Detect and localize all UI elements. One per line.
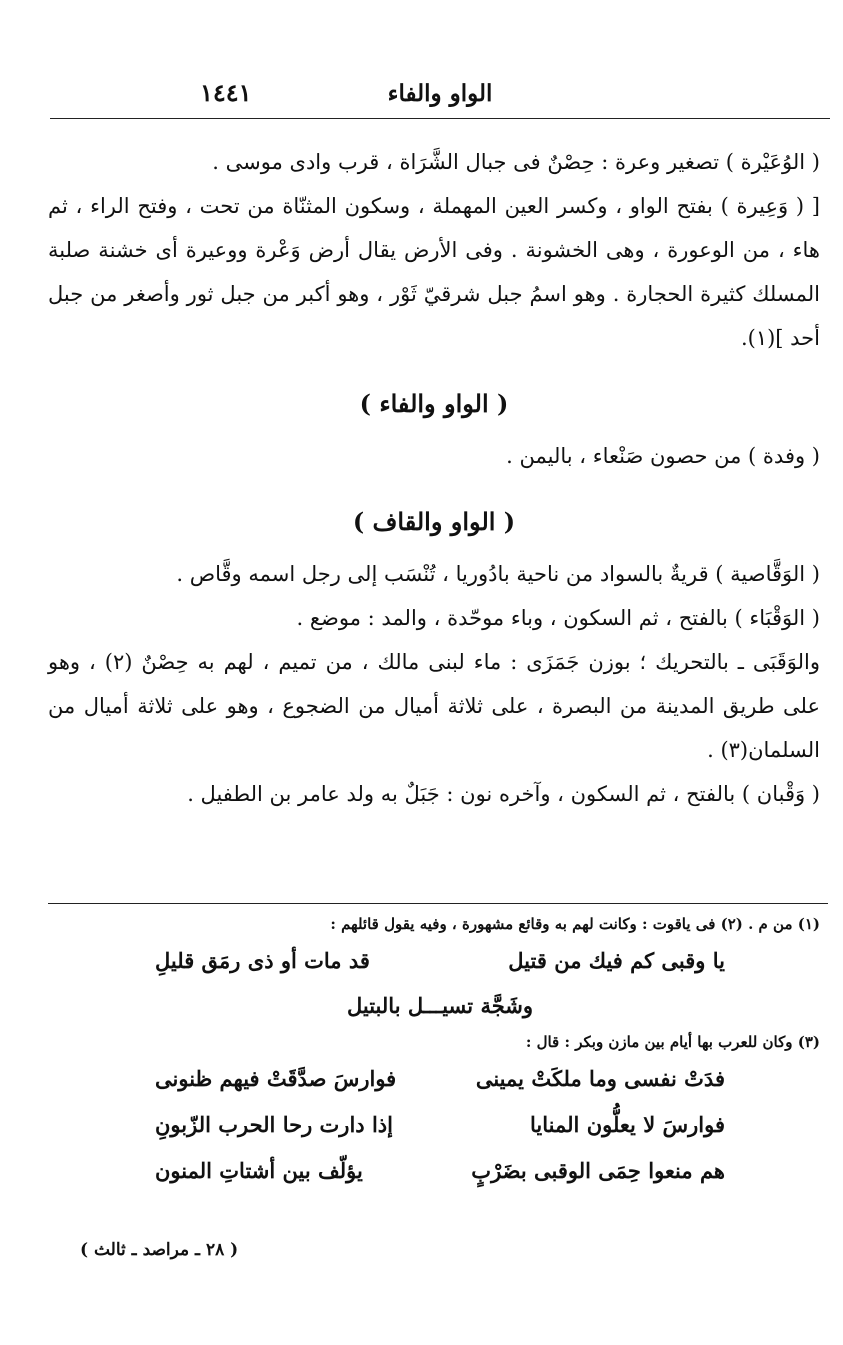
footnotes <box>60 910 820 1194</box>
verse-line <box>155 1102 725 1148</box>
footnote-3: (٣) وكان للعرب بها أيام بين مازن وبكر : قال : <box>525 1033 820 1051</box>
verse-hemistich: هم منعوا حِمَى الوقبى بضَرْبٍ <box>471 1158 725 1183</box>
page-number: ١٤٤١ <box>200 78 252 107</box>
verse-line <box>155 938 725 984</box>
verse-hemistich: فدَتْ نفسى وما ملكَتْ يمينى <box>475 1066 725 1091</box>
entry-wafda: ( وفدة ) من حصون صَنْعاء ، باليمن . <box>506 444 820 468</box>
entry-waqaba: والوَقَبَى ـ بالتحريك ؛ بوزن جَمَزَى : ماء لبنى مالك ، من تميم ، لهم به حِصْنٌ (٢) ، وهو على طريق المدينة من البصرة ، على ثلاثة أميال من الضجوع ، وهو على ثلاثة أميال من السلمان(٣) . <box>48 650 820 762</box>
entry-waqba: ( الوَقْبَاء ) بالفتح ، ثم السكون ، وباء موحّدة ، والمد : موضع . <box>296 606 820 630</box>
page-header <box>50 68 830 119</box>
footnote-1-2: (١) من م . (٢) فى ياقوت : وكانت لهم به وقائع مشهورة ، وفيه يقول قائلهم : <box>330 915 820 933</box>
entry-waqban: ( وَقْبان ) بالفتح ، ثم السكون ، وآخره نون : جَبَلٌ به ولد عامر بن الطفيل . <box>187 782 820 806</box>
verse-hemistich: إذا دارت رحا الحرب الزّبونِ <box>155 1112 393 1137</box>
running-title: الواو والفاء <box>387 80 493 107</box>
verse-hemistich: قد مات أو ذى رمَق قليلِ <box>155 948 370 973</box>
section-title-waw-qaf: ( الواو والقاف ) <box>352 507 516 536</box>
verse-hemistich: يا وقبى كم فيك من قتيل <box>508 948 725 973</box>
entry-waqqasiya: ( الوَقَّاصية ) قريةٌ بالسواد من ناحية بادُوريا ، تُنْسَب إلى رجل اسمه وقَّاص . <box>176 562 820 586</box>
verse-hemistich: فوارسَ لا يعلُّون المنايا <box>530 1112 725 1137</box>
main-text <box>48 140 820 816</box>
verse-hemistich: فوارسَ صدَّقَتْ فيهم ظنونى <box>155 1066 397 1091</box>
section-title-waw-fa: ( الواو والفاء ) <box>359 389 509 418</box>
printer-signature: ( ٢٨ ـ مراصد ـ ثالث ) <box>80 1240 239 1260</box>
footnote-divider <box>48 903 828 904</box>
entry-waayra: ( الوُعَيْرة ) تصغير وعرة : حِصْنٌ فى جبال الشَّرَاة ، قرب وادى موسى . <box>212 150 820 174</box>
verse-line <box>155 1056 725 1102</box>
verse-line <box>155 1148 725 1194</box>
verse-line: وشَجَّة تسيـــل بالبتيل <box>346 993 533 1018</box>
verse-hemistich: يؤلّف بين أشتاتِ المنون <box>155 1158 363 1183</box>
entry-waira: [ ( وَعِيرة ) بفتح الواو ، وكسر العين المهملة ، وسكون المثنّاة من تحت ، وفتح الراء ، ثم هاء ، من الوعورة ، وهى الخشونة . وفى الأرض يقال أرض وَعْرة ووعيرة أى خشنة صلبة المسلك كثيرة الحجارة . وهو اسمُ جبل شرقيّ ثَوْر ، وهو أكبر من جبل ثور وأصغر من جبل أحد ](١). <box>48 194 820 350</box>
